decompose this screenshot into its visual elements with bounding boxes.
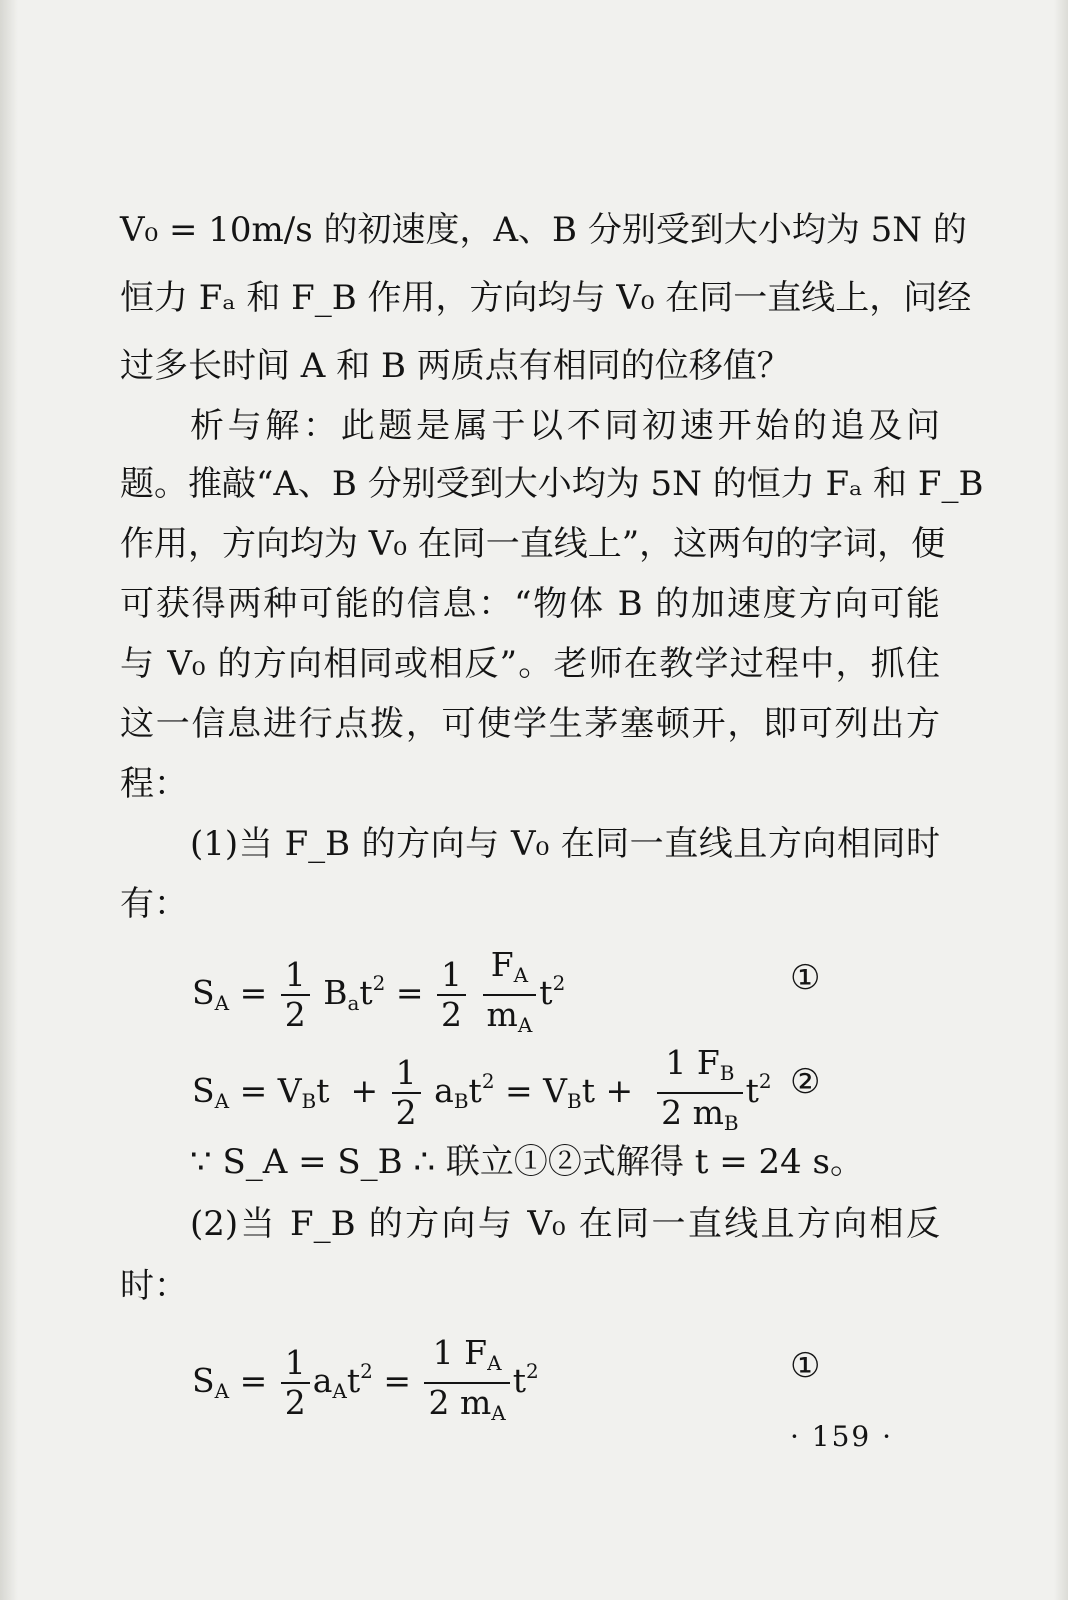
fraction <box>437 956 466 1034</box>
fraction <box>657 1044 742 1142</box>
equation-subscript: A <box>517 1013 533 1037</box>
text-line: 程： <box>120 764 188 804</box>
equation-subscript: B <box>453 1089 469 1113</box>
text-line: 作用，方向均为 V₀ 在同一直线上”，这两句的字词，便 <box>120 524 946 564</box>
equation-marker: ② <box>790 1062 821 1102</box>
equation-symbol: a <box>312 1361 333 1400</box>
equation-subscript: A <box>214 991 230 1015</box>
equation-subscript: A <box>214 1089 230 1113</box>
fraction <box>281 956 310 1034</box>
fraction-denominator: 2 <box>395 1093 417 1132</box>
fraction-numerator: 1 <box>281 956 310 996</box>
text-line: 题。推敲“A、B 分别受到大小均为 5N 的恒力 Fₐ 和 F_B <box>120 464 984 504</box>
fraction-denominator: 2 <box>284 1383 306 1422</box>
equation-symbol: t <box>539 973 553 1012</box>
text-line: 可获得两种可能的信息：“物体 B 的加速度方向可能 <box>120 584 940 624</box>
equation-subscript: A <box>487 1351 502 1375</box>
fraction-denominator: 2 m <box>661 1093 724 1132</box>
fraction-denominator: 2 m <box>428 1383 492 1422</box>
fraction <box>483 946 537 1044</box>
fraction <box>424 1334 509 1432</box>
page-edge-shadow-right <box>1054 0 1068 1600</box>
equation-subscript: A <box>491 1401 506 1425</box>
fraction <box>392 1054 421 1132</box>
text-line: 时： <box>120 1266 188 1306</box>
equation-symbol: B <box>323 973 348 1012</box>
equation-symbol: a <box>434 1071 454 1110</box>
fraction-numerator: 1 F <box>665 1043 720 1082</box>
equation-symbol: V <box>277 1071 302 1110</box>
text-line: (1)当 F_B 的方向与 V₀ 在同一直线且方向相同时 <box>190 824 940 864</box>
equation-case2-1: $S_A$ = $\frac{1}{2}$ $a_At^2$ = $\frac{1 F_A}{2 m_A}$ $t^2$ <box>192 1334 539 1432</box>
equation-case1-1: $S_A$ = $\frac{1}{2}$ $B_at^2$ = $\frac{1}{2}$ $\frac{F_A}{m_A}$ $t^2$ <box>192 946 565 1044</box>
text-line: 析与解：此题是属于以不同初速开始的追及问 <box>190 406 940 446</box>
equation-subscript: B <box>719 1061 735 1085</box>
equation-symbol: S <box>192 1361 215 1400</box>
text-line: 过多长时间 A 和 B 两质点有相同的位移值？ <box>120 346 791 386</box>
fraction-numerator: 1 <box>437 956 466 996</box>
equation-subscript: B <box>723 1111 739 1135</box>
equation-marker: ① <box>790 1346 821 1386</box>
text-line: V₀ = 10m/s 的初速度，A、B 分别受到大小均为 5N 的 <box>120 210 967 250</box>
equation-subscript: a <box>347 991 360 1015</box>
fraction-denominator: 2 <box>284 995 306 1034</box>
equation-subscript: A <box>513 963 529 987</box>
equation-subscript: A <box>214 1379 230 1403</box>
fraction <box>281 1344 310 1422</box>
text-line: 有： <box>120 884 188 924</box>
fraction-numerator: F <box>490 945 514 984</box>
text-line: (2)当 F_B 的方向与 V₀ 在同一直线且方向相反 <box>190 1204 940 1244</box>
equation-case1-2: $S_A = V_Bt$ + $\frac{1}{2}$ $a_Bt^2 = V_Bt$ + $\frac{1 F_B}{2 m_B}$ $t^2$ <box>192 1044 772 1142</box>
equation-superscript: 2 <box>552 971 566 995</box>
equation-subscript: A <box>332 1379 347 1403</box>
fraction-denominator: 2 <box>441 995 463 1034</box>
fraction-numerator: 1 <box>392 1054 421 1094</box>
equation-marker: ① <box>790 958 821 998</box>
fraction-numerator: 1 F <box>432 1333 488 1372</box>
equation-subscript: B <box>301 1089 317 1113</box>
equation-conclusion: ∵ S_A = S_B ∴ 联立①②式解得 t = 24 s。 <box>190 1142 865 1182</box>
text-line: 这一信息进行点拨，可使学生茅塞顿开，即可列出方 <box>120 704 940 744</box>
text-line: 与 V₀ 的方向相同或相反”。老师在教学过程中，抓住 <box>120 644 940 684</box>
equation-symbol: S <box>192 973 215 1012</box>
page-number: · 159 · <box>790 1420 894 1453</box>
page-edge-shadow-left <box>0 0 18 1600</box>
text-line: 恒力 Fₐ 和 F_B 作用，方向均与 V₀ 在同一直线上，问经 <box>120 278 972 318</box>
equation-symbol: S <box>192 1071 215 1110</box>
fraction-numerator: 1 <box>281 1344 310 1384</box>
fraction-denominator: m <box>486 995 518 1034</box>
